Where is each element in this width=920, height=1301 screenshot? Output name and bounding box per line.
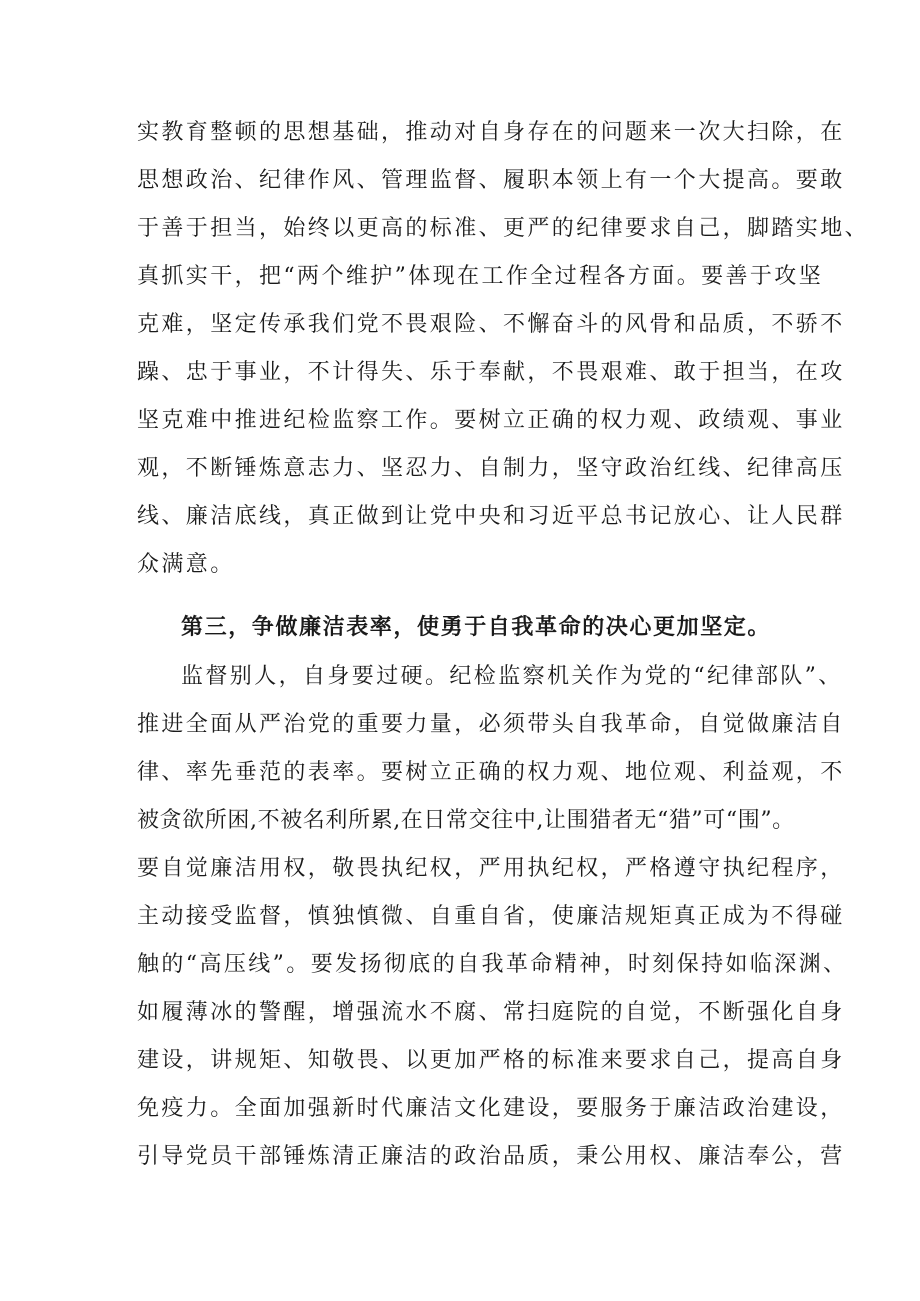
paragraph-line: 众满意。 xyxy=(137,552,235,577)
paragraph-line: 监督别人，自身要过硬。纪检监察机关作为党的“纪律部队”、 xyxy=(181,664,843,689)
paragraph-line: 律、率先垂范的表率。要树立正确的权力观、地位观、利益观，不 xyxy=(137,760,845,785)
paragraph-line: 于善于担当，始终以更高的标准、更严的纪律要求自己，脚踏实地、 xyxy=(137,216,870,241)
paragraph-line: 线、廉洁底线，真正做到让党中央和习近平总书记放心、让人民群 xyxy=(137,504,845,529)
paragraph-line: 坚克难中推进纪检监察工作。要树立正确的权力观、政绩观、事业 xyxy=(137,408,845,433)
paragraph-line: 观，不断锤炼意志力、坚忍力、自制力，坚守政治红线、纪律高压 xyxy=(137,456,845,481)
paragraph-line: 主动接受监督，慎独慎微、自重自省，使廉洁规矩真正成为不得碰 xyxy=(137,904,845,929)
paragraph-line: 实教育整顿的思想基础，推动对自身存在的问题来一次大扫除，在 xyxy=(137,120,845,145)
paragraph-line: 免疫力。全面加强新时代廉洁文化建设，要服务于廉洁政治建设， xyxy=(137,1096,845,1121)
paragraph-line: 触的“高压线”。要发扬彻底的自我革命精神，时刻保持如临深渊、 xyxy=(137,952,848,977)
paragraph-line: 引导党员干部锤炼清正廉洁的政治品质，秉公用权、廉洁奉公，营 xyxy=(137,1144,845,1169)
section-heading: 第三，争做廉洁表率，使勇于自我革命的决心更加坚定。 xyxy=(181,615,772,640)
paragraph-line: 要自觉廉洁用权，敬畏执纪权，严用执纪权，严格遵守执纪程序， xyxy=(137,856,845,881)
paragraph-line: 克难，坚定传承我们党不畏艰险、不懈奋斗的风骨和品质，不骄不 xyxy=(137,312,845,337)
paragraph-line: 真抓实干，把“两个维护”体现在工作全过程各方面。要善于攻坚 xyxy=(137,264,824,289)
paragraph-line: 躁、忠于事业，不计得失、乐于奉献，不畏艰难、敢于担当，在攻 xyxy=(137,360,845,385)
paragraph-line: 如履薄冰的警醒，增强流水不腐、常扫庭院的自觉，不断强化自身 xyxy=(137,1000,845,1025)
paragraph-line: 建设，讲规矩、知敬畏、以更加严格的标准来要求自己，提高自身 xyxy=(137,1048,845,1073)
paragraph-line: 思想政治、纪律作风、管理监督、履职本领上有一个大提高。要敢 xyxy=(137,168,845,193)
paragraph-line: 推进全面从严治党的重要力量，必须带头自我革命，自觉做廉洁自 xyxy=(137,712,845,737)
paragraph-line: 被贪欲所困,不被名利所累,在日常交往中,让围猎者无“猎”可“围”。 xyxy=(137,808,795,833)
